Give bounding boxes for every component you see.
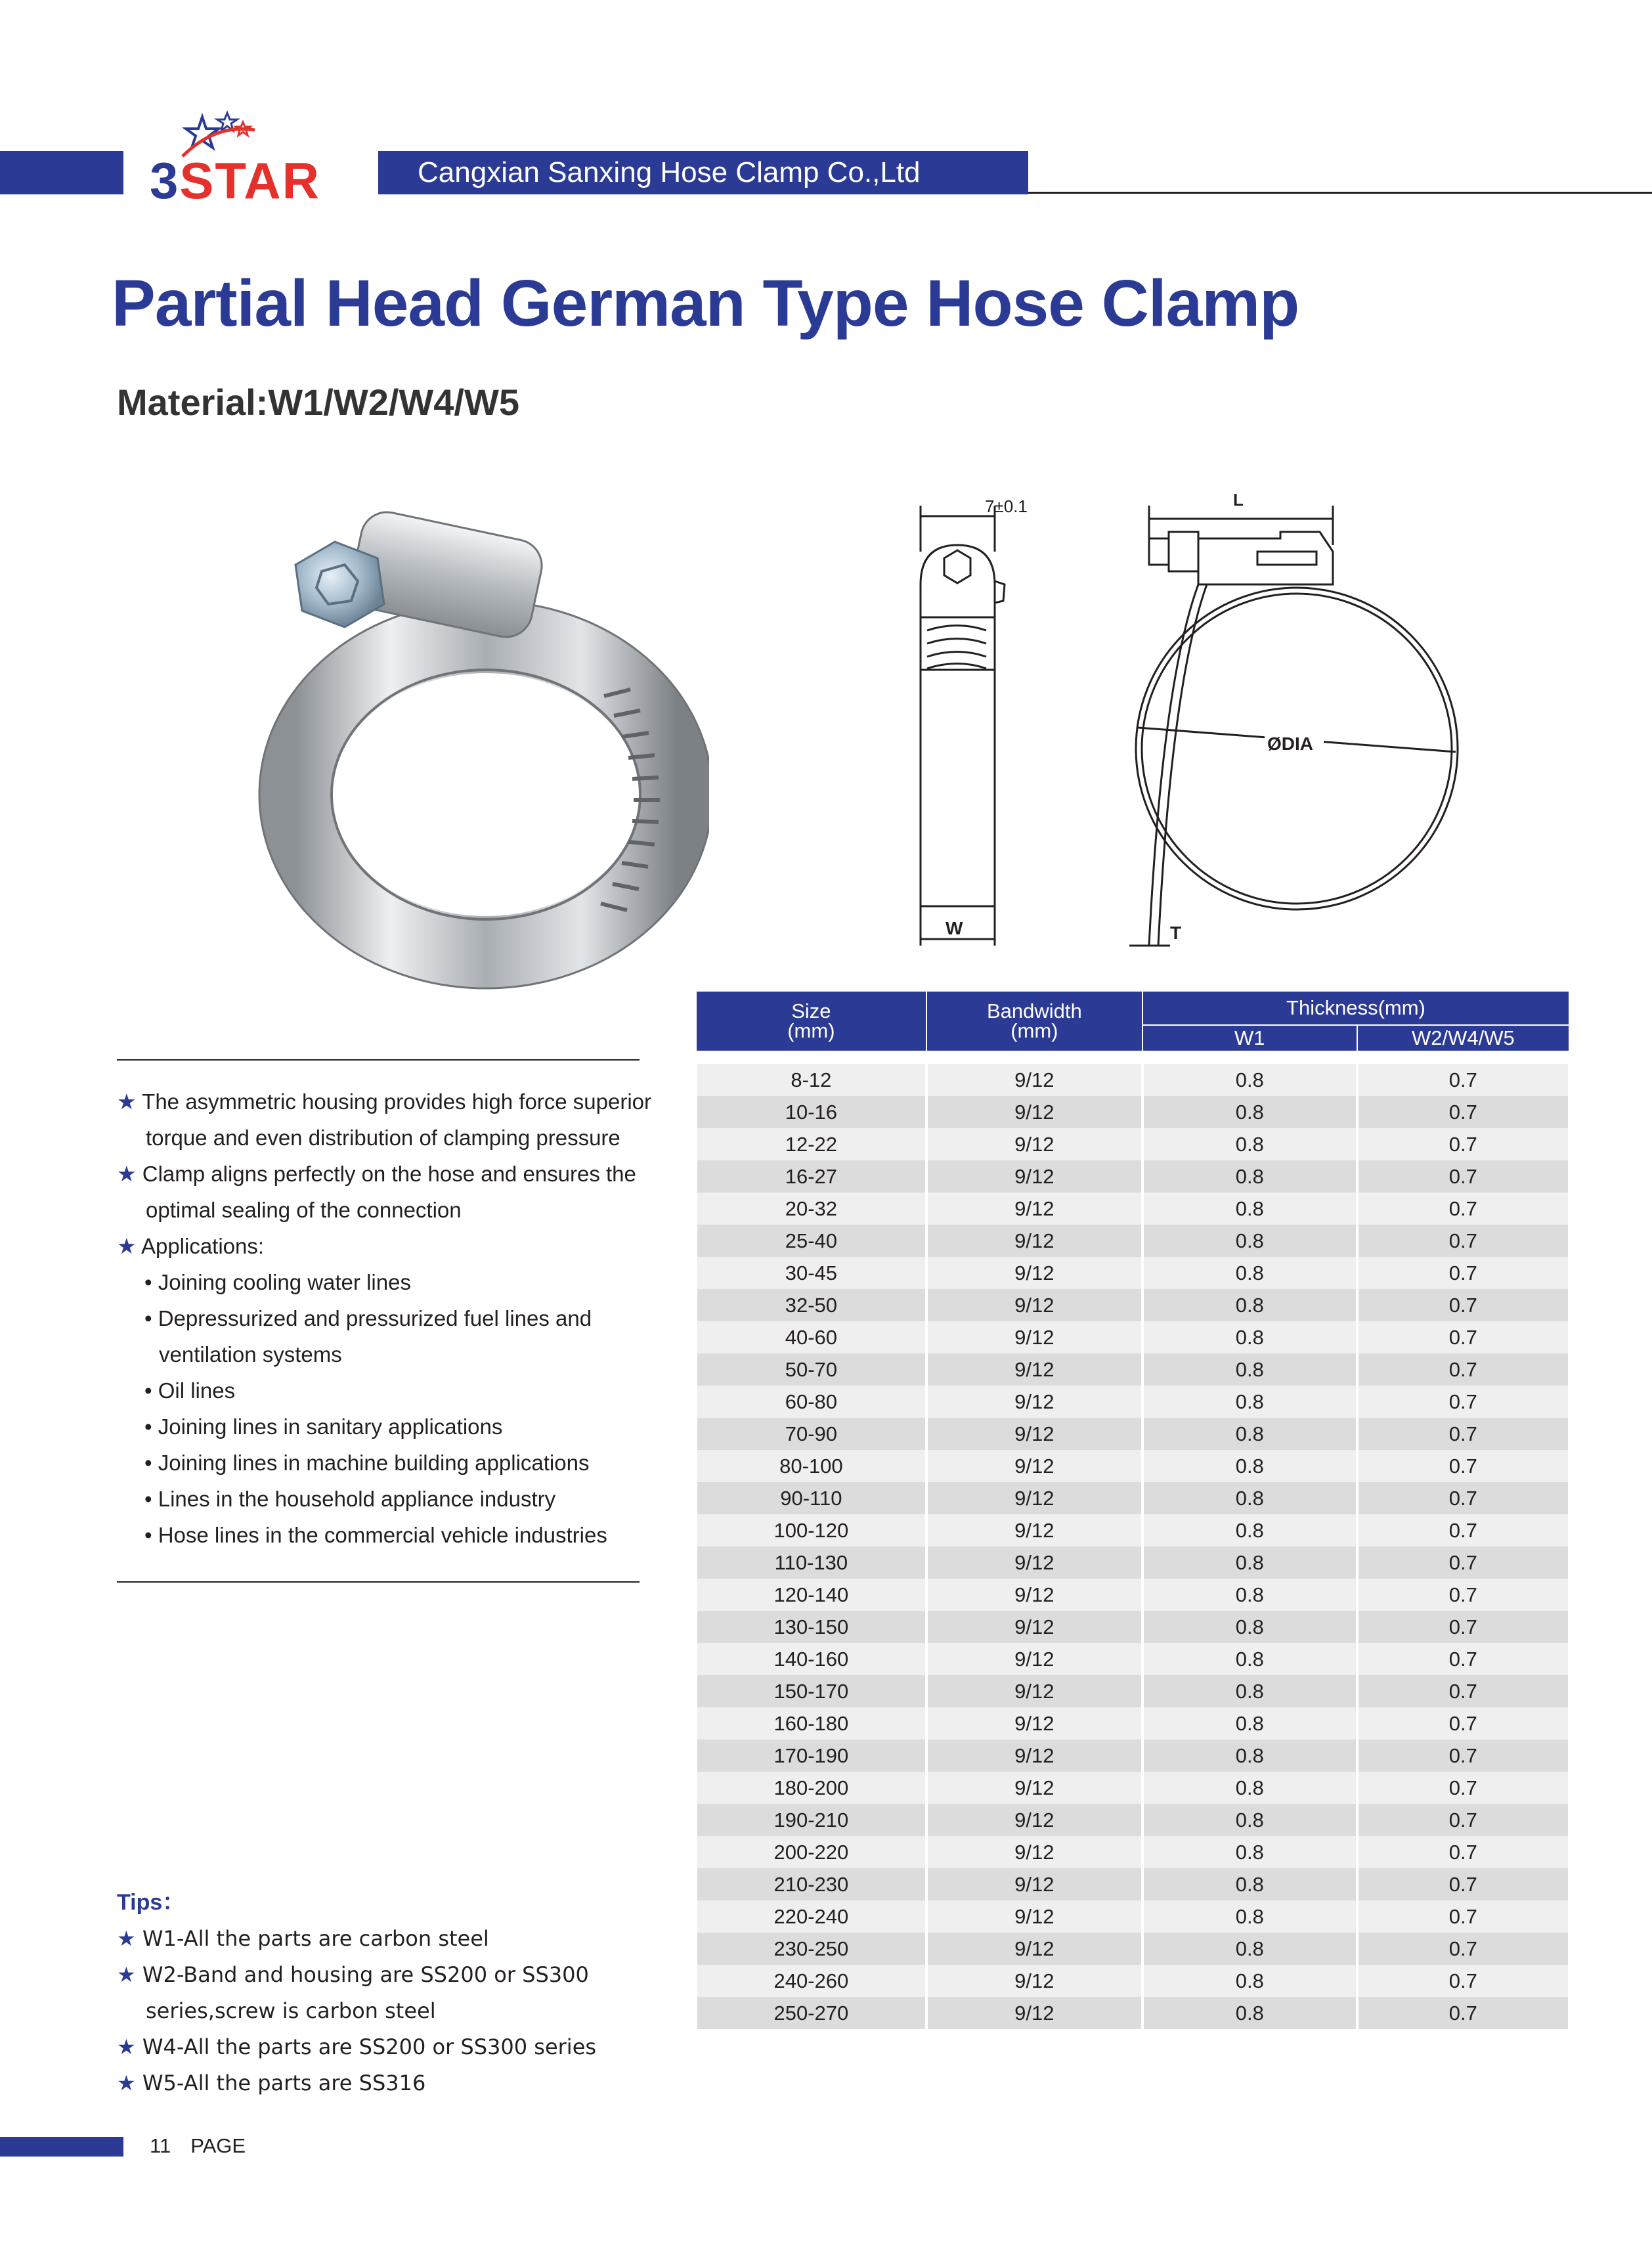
cell-bandwidth: 9/12 (926, 1740, 1142, 1772)
cell-bandwidth: 9/12 (926, 1128, 1142, 1160)
table-row (696, 1064, 1569, 1096)
table-row (696, 1418, 1569, 1450)
cell-w1: 0.8 (1142, 1064, 1357, 1096)
cell-bandwidth: 9/12 (926, 1096, 1142, 1128)
cell-w2w4w5: 0.7 (1357, 1193, 1569, 1225)
cell-bandwidth: 9/12 (926, 1257, 1142, 1289)
cell-w1: 0.8 (1142, 1643, 1357, 1675)
table-row (696, 1900, 1569, 1933)
cell-w1: 0.8 (1142, 1707, 1357, 1740)
cell-size: 120-140 (696, 1579, 926, 1611)
tip-item: ★ W4-All the parts are SS200 or SS300 series (117, 2034, 597, 2059)
cell-bandwidth: 9/12 (926, 1482, 1142, 1514)
cell-w1: 0.8 (1142, 1225, 1357, 1257)
star-icon: ★ (117, 2071, 136, 2095)
table-row (696, 1804, 1569, 1836)
table-row (696, 1160, 1569, 1193)
footer-accent-bar (0, 2137, 123, 2157)
tip-item-cont: series,screw is carbon steel (146, 1998, 436, 2023)
application-item: • Oil lines (144, 1378, 236, 1403)
cell-size: 110-130 (696, 1546, 926, 1579)
cell-w1: 0.8 (1142, 1450, 1357, 1482)
cell-w2w4w5: 0.7 (1357, 1772, 1569, 1804)
cell-bandwidth: 9/12 (926, 1997, 1142, 2029)
cell-w2w4w5: 0.7 (1357, 1096, 1569, 1128)
tip-item: ★ W2-Band and housing are SS200 or SS300 (117, 1962, 589, 1987)
cell-size: 32-50 (696, 1289, 926, 1321)
cell-w1: 0.8 (1142, 1868, 1357, 1900)
table-row (696, 1353, 1569, 1386)
table-row (696, 1675, 1569, 1707)
cell-size: 170-190 (696, 1740, 926, 1772)
table-row (696, 1965, 1569, 1997)
cell-size: 12-22 (696, 1128, 926, 1160)
width-label: W (946, 918, 963, 938)
cell-bandwidth: 9/12 (926, 1675, 1142, 1707)
cell-bandwidth: 9/12 (926, 1965, 1142, 1997)
application-item: • Joining lines in sanitary applications (144, 1414, 503, 1439)
table-row (696, 1933, 1569, 1965)
cell-size: 160-180 (696, 1707, 926, 1740)
cell-w2w4w5: 0.7 (1357, 1450, 1569, 1482)
cell-bandwidth: 9/12 (926, 1450, 1142, 1482)
star-icon: ★ (117, 1162, 137, 1186)
cell-size: 210-230 (696, 1868, 926, 1900)
application-item: • Joining lines in machine building applications (144, 1451, 590, 1475)
table-row (696, 1643, 1569, 1675)
cell-size: 20-32 (696, 1193, 926, 1225)
star-icon: ★ (117, 1962, 136, 1987)
header-w1: W1 (1142, 1025, 1357, 1051)
cell-size: 10-16 (696, 1096, 926, 1128)
diameter-label: ØDIA (1267, 734, 1313, 754)
page-label: PAGE (190, 2134, 246, 2157)
cell-w1: 0.8 (1142, 1160, 1357, 1193)
table-row (696, 1546, 1569, 1579)
cell-size: 150-170 (696, 1675, 926, 1707)
cell-bandwidth: 9/12 (926, 1804, 1142, 1836)
cell-w2w4w5: 0.7 (1357, 1740, 1569, 1772)
cell-w1: 0.8 (1142, 1933, 1357, 1965)
cell-size: 80-100 (696, 1450, 926, 1482)
features-bottom-rule (117, 1581, 640, 1583)
cell-w2w4w5: 0.7 (1357, 1643, 1569, 1675)
cell-bandwidth: 9/12 (926, 1707, 1142, 1740)
features-list (117, 1084, 668, 1553)
feature-item: ★ The asymmetric housing provides high force superior (117, 1089, 652, 1114)
cell-w2w4w5: 0.7 (1357, 1418, 1569, 1450)
feature-item-cont: optimal sealing of the connection (146, 1198, 462, 1222)
cell-bandwidth: 9/12 (926, 1900, 1142, 1933)
cell-size: 40-60 (696, 1321, 926, 1353)
table-row (696, 1450, 1569, 1482)
cell-w1: 0.8 (1142, 1611, 1357, 1643)
cell-w1: 0.8 (1142, 1418, 1357, 1450)
star-icon: ★ (117, 1234, 137, 1258)
cell-w2w4w5: 0.7 (1357, 1675, 1569, 1707)
spec-table (695, 990, 1571, 2029)
cell-w1: 0.8 (1142, 1257, 1357, 1289)
cell-size: 190-210 (696, 1804, 926, 1836)
table-row (696, 1611, 1569, 1643)
technical-drawing (900, 486, 1477, 959)
header-w2w4w5: W2/W4/W5 (1357, 1025, 1569, 1051)
cell-w2w4w5: 0.7 (1357, 1257, 1569, 1289)
cell-w2w4w5: 0.7 (1357, 1128, 1569, 1160)
cell-w1: 0.8 (1142, 1289, 1357, 1321)
company-name-bar: Cangxian Sanxing Hose Clamp Co.,Ltd (378, 151, 1028, 194)
table-row (696, 1868, 1569, 1900)
cell-size: 30-45 (696, 1257, 926, 1289)
cell-bandwidth: 9/12 (926, 1546, 1142, 1579)
cell-w1: 0.8 (1142, 1804, 1357, 1836)
cell-w1: 0.8 (1142, 1321, 1357, 1353)
cell-size: 8-12 (696, 1064, 926, 1096)
cell-w2w4w5: 0.7 (1357, 1353, 1569, 1386)
cell-bandwidth: 9/12 (926, 1064, 1142, 1096)
application-item: • Hose lines in the commercial vehicle industries (144, 1523, 607, 1547)
cell-bandwidth: 9/12 (926, 1772, 1142, 1804)
table-row (696, 1482, 1569, 1514)
feature-item: ★ Clamp aligns perfectly on the hose and ensures the (117, 1162, 636, 1186)
cell-size: 16-27 (696, 1160, 926, 1193)
cell-w2w4w5: 0.7 (1357, 1933, 1569, 1965)
cell-w2w4w5: 0.7 (1357, 1611, 1569, 1643)
application-item: • Lines in the household appliance industry (144, 1487, 556, 1511)
cell-size: 70-90 (696, 1418, 926, 1450)
hose-clamp-photo (236, 486, 709, 998)
application-item-cont: ventilation systems (159, 1342, 342, 1367)
cell-w1: 0.8 (1142, 1353, 1357, 1386)
header-thickness: Thickness(mm) (1142, 991, 1569, 1025)
cell-size: 220-240 (696, 1900, 926, 1933)
table-row (696, 1257, 1569, 1289)
table-row (696, 1225, 1569, 1257)
cell-size: 90-110 (696, 1482, 926, 1514)
cell-bandwidth: 9/12 (926, 1514, 1142, 1546)
page-title: Partial Head German Type Hose Clamp (112, 267, 1299, 340)
cell-w1: 0.8 (1142, 1740, 1357, 1772)
cell-bandwidth: 9/12 (926, 1836, 1142, 1868)
application-item: • Joining cooling water lines (144, 1270, 411, 1294)
cell-w2w4w5: 0.7 (1357, 1289, 1569, 1321)
cell-size: 130-150 (696, 1611, 926, 1643)
cell-w1: 0.8 (1142, 1386, 1357, 1418)
length-label: L (1233, 490, 1244, 510)
table-row (696, 1707, 1569, 1740)
table-row (696, 1289, 1569, 1321)
cell-bandwidth: 9/12 (926, 1868, 1142, 1900)
star-icon: ★ (117, 1926, 136, 1951)
cell-w2w4w5: 0.7 (1357, 1546, 1569, 1579)
cell-w1: 0.8 (1142, 1128, 1357, 1160)
cell-size: 50-70 (696, 1353, 926, 1386)
cell-bandwidth: 9/12 (926, 1418, 1142, 1450)
cell-bandwidth: 9/12 (926, 1643, 1142, 1675)
cell-bandwidth: 9/12 (926, 1225, 1142, 1257)
width-tolerance-label: 7±0.1 (985, 496, 1028, 516)
header-bandwidth: Bandwidth (mm) (926, 991, 1142, 1051)
table-row (696, 1193, 1569, 1225)
cell-w2w4w5: 0.7 (1357, 1836, 1569, 1868)
cell-w1: 0.8 (1142, 1546, 1357, 1579)
cell-w1: 0.8 (1142, 1900, 1357, 1933)
table-row (696, 1514, 1569, 1546)
header-divider (1028, 192, 1652, 194)
star-icon: ★ (117, 1089, 137, 1114)
page-footer (150, 2134, 265, 2158)
cell-size: 140-160 (696, 1643, 926, 1675)
cell-w2w4w5: 0.7 (1357, 1386, 1569, 1418)
table-row (696, 1386, 1569, 1418)
cell-size: 60-80 (696, 1386, 926, 1418)
feature-item: ★ Applications: (117, 1234, 265, 1258)
cell-w1: 0.8 (1142, 1579, 1357, 1611)
cell-w1: 0.8 (1142, 1193, 1357, 1225)
cell-w2w4w5: 0.7 (1357, 1965, 1569, 1997)
table-row (696, 1740, 1569, 1772)
cell-w2w4w5: 0.7 (1357, 1707, 1569, 1740)
company-logo (143, 110, 353, 209)
cell-w1: 0.8 (1142, 1772, 1357, 1804)
cell-w1: 0.8 (1142, 1675, 1357, 1707)
cell-size: 100-120 (696, 1514, 926, 1546)
cell-size: 200-220 (696, 1836, 926, 1868)
star-icon: ★ (117, 2034, 136, 2059)
table-row (696, 1128, 1569, 1160)
cell-w1: 0.8 (1142, 1965, 1357, 1997)
table-row (696, 1579, 1569, 1611)
tip-item: ★ W1-All the parts are carbon steel (117, 1926, 489, 1951)
cell-w2w4w5: 0.7 (1357, 1900, 1569, 1933)
features-top-rule (117, 1059, 640, 1061)
table-row (696, 1997, 1569, 2029)
cell-w2w4w5: 0.7 (1357, 1064, 1569, 1096)
cell-bandwidth: 9/12 (926, 1386, 1142, 1418)
table-row (696, 1836, 1569, 1868)
cell-w2w4w5: 0.7 (1357, 1997, 1569, 2029)
cell-w2w4w5: 0.7 (1357, 1579, 1569, 1611)
cell-w1: 0.8 (1142, 1514, 1357, 1546)
cell-w2w4w5: 0.7 (1357, 1482, 1569, 1514)
cell-w1: 0.8 (1142, 1096, 1357, 1128)
cell-size: 240-260 (696, 1965, 926, 1997)
cell-w1: 0.8 (1142, 1997, 1357, 2029)
tip-item: ★ W5-All the parts are SS316 (117, 2071, 426, 2095)
cell-w2w4w5: 0.7 (1357, 1225, 1569, 1257)
cell-bandwidth: 9/12 (926, 1579, 1142, 1611)
cell-bandwidth: 9/12 (926, 1353, 1142, 1386)
cell-w1: 0.8 (1142, 1836, 1357, 1868)
page-number: 11 (150, 2134, 171, 2157)
cell-bandwidth: 9/12 (926, 1933, 1142, 1965)
cell-w2w4w5: 0.7 (1357, 1514, 1569, 1546)
thickness-label: T (1170, 923, 1182, 943)
material-subtitle: Material:W1/W2/W4/W5 (117, 382, 519, 423)
cell-bandwidth: 9/12 (926, 1160, 1142, 1193)
cell-w2w4w5: 0.7 (1357, 1321, 1569, 1353)
cell-w2w4w5: 0.7 (1357, 1160, 1569, 1193)
cell-size: 25-40 (696, 1225, 926, 1257)
cell-bandwidth: 9/12 (926, 1289, 1142, 1321)
cell-size: 180-200 (696, 1772, 926, 1804)
application-item: • Depressurized and pressurized fuel lines and (144, 1306, 592, 1330)
cell-bandwidth: 9/12 (926, 1321, 1142, 1353)
tips-title: Tips： (117, 1890, 185, 1915)
tips-section (117, 1885, 708, 2101)
cell-w2w4w5: 0.7 (1357, 1868, 1569, 1900)
header-size: Size (mm) (696, 991, 926, 1051)
cell-w1: 0.8 (1142, 1482, 1357, 1514)
cell-bandwidth: 9/12 (926, 1193, 1142, 1225)
table-row (696, 1096, 1569, 1128)
feature-item-cont: torque and even distribution of clamping pressure (146, 1126, 620, 1150)
table-row (696, 1321, 1569, 1353)
cell-size: 230-250 (696, 1933, 926, 1965)
cell-bandwidth: 9/12 (926, 1611, 1142, 1643)
cell-size: 250-270 (696, 1997, 926, 2029)
table-row (696, 1772, 1569, 1804)
header-accent-bar (0, 151, 123, 194)
logo-text: 3STAR (150, 152, 320, 209)
cell-w2w4w5: 0.7 (1357, 1804, 1569, 1836)
